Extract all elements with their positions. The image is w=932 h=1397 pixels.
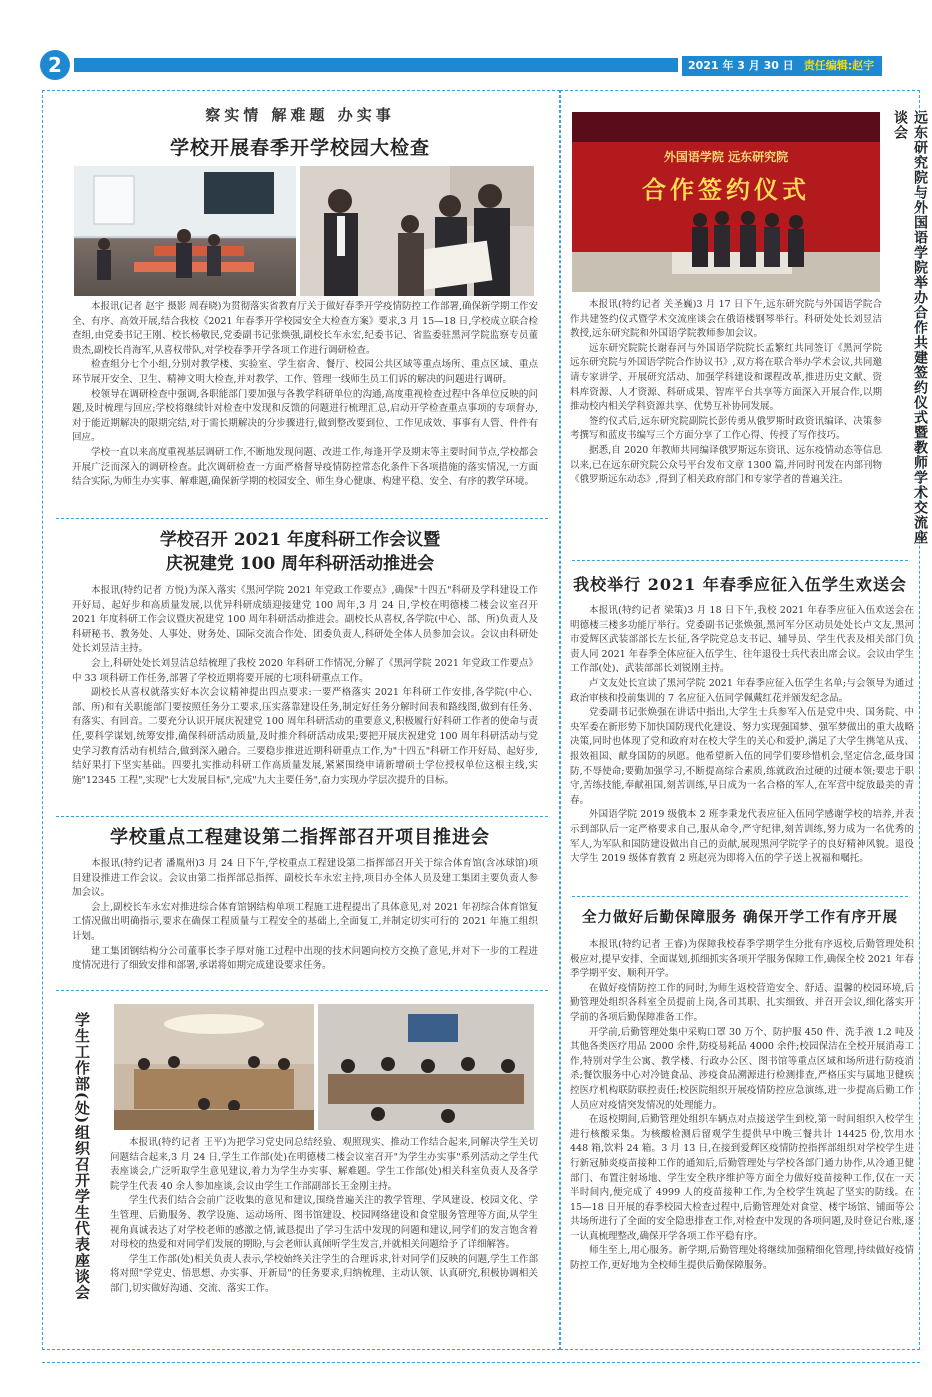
article2-paragraph: 本报讯(特约记者 方悦)为深入落实《黑河学院 2021 年党政工作要点》,确保"十四五"科研及学科建设工作开好局、起好步和高质量发展,以优异科研成绩迎接建党 100 周年,3 月 24 日,学校在明德楼二楼会议室召开 2021 年度科研工作会议暨庆祝建党 100 周年科研活动推进会。副校长从喜权,各学院(中心、部、所)负责人及科研秘书、教务处、人事处、财务处、国际交流合作处、团委负责人,科研处全体人员参加会议。会议由科研处处长刘昱洁主持。 (72, 585, 538, 655)
header-dateline (682, 56, 882, 76)
article3-paragraph: 建工集团钢结构分公司董事长李子厚对施工过程中出现的技术问题向校方交换了意见,并对下一步的工程进度情况进行了细致安排和部署,承诺将如期完成建设要求任务。 (72, 945, 538, 972)
article2-paragraph: 副校长从喜权就落实好本次会议精神提出四点要求:一要严格落实 2021 年科研工作安排,各学院(中心、部、所)和有关职能部门要按照任务分工要求,压实落靠建设任务,制定好任务分解时间表和路线图,做到有任务、有落实、有回音。二要充分认识开展庆祝建党 100 周年科研活动的重要意义,积极履行好科研工作者的使命与责任,要科学谋划,统筹安排,确保科研活动质量,及时推介科研活动成果;要把开展庆祝建党 100 周年科研活动与党史学习教育活动有机结合,做到深入融合。三要稳步推进近期科研重点工作,为"十四五"科研工作开好局、起好步,结好果打下坚实基础。四要扎实推动科研工作高质量发展,紧紧围绕申请新增硕士学位授权单位这根主线,实施"12345 工程",实现"七大发展目标",完成"九大主要任务",奋力实现办学层次提升的目标。 (72, 687, 538, 786)
leaders-inspection-photo (300, 166, 534, 296)
student-forum-photo-1 (114, 1004, 314, 1130)
article2-title (60, 528, 540, 576)
article1-paragraph: 检查组分七个小组,分别对教学楼、实验室、学生宿舍、餐厅、校园公共区域等重点场所、重点区域、重点环节展开安全、卫生、精神文明大检查,并对教学、工作、管理一线师生员工们诉的解决的问题进行调研。 (72, 359, 538, 385)
article5-paragraph: 本报讯(特约记者 关圣巍)3 月 17 日下午,远东研究院与外国语学院合作共建签约仪式暨学术交流座谈会在俄语楼钢琴举行。科研处处长刘昱洁教授,远东研究院和外国语学院教师参加会议。 (570, 299, 882, 340)
section-divider (56, 816, 548, 817)
responsible-editor: 责任编辑:赵宇 (803, 59, 875, 72)
article2-title-line2: 庆祝建党 100 周年科研活动推进会 (165, 554, 435, 574)
section-divider (56, 518, 548, 519)
article6-paragraph: 外国语学院 2019 级俄本 2 班李秉龙代表应征入伍同学感谢学校的培养,并表示到部队后一定严格要求自己,服从命令,严守纪律,刻苦训练,努力成为一名优秀的军人,为军队和国防建设做出自己的贡献,展现黑河学院学子的良好精神风貌。退役大学生 2019 级体育教育 2 班赵亮为即将入伍的学子送上祝福和嘱托。 (570, 809, 914, 865)
article1-paragraph: 学校一直以来高度重视基层调研工作,不断地发现问题、改进工作,每逢开学及期末等主要时间节点,学校都会开展广泛而深入的调研检查。此次调研检查一方面严格督导疫情防控常态化条件下各项措施的落实情况,一方面结合实际,为师生办实事、解难题,确保新学期的校园安全、师生身心健康、构建平稳、安全、有序的教学环境。 (72, 446, 538, 488)
article4-photo-left (114, 1004, 314, 1130)
section-divider (56, 990, 548, 991)
signing-ceremony-figures (572, 202, 880, 292)
article6-paragraph: 党委副书记张焕强在讲话中指出,大学生士兵参军入伍是党中央、国务院、中央军委在新形势下加快国防现代化建设、努力实现强国梦、强军梦做出的重大战略决策,同时也体现了党和政府对在校大学生的关心和爱护,满足了大学生携笔从戎、报效祖国、献身国防的夙愿。他希望新入伍的同学们要珍惜机会,坚定信念,砥身国防,不辱使命;要勤加强学习,不断提高综合素质,练就政治过硬的过硬本领;要忠于职守,苦练技能,奉献祖国,刻苦训练,早日成为一名合格的军人,在军营中绽放最美的青春。 (570, 707, 914, 806)
article6-paragraph: 卢文友处长宣读了黑河学院 2021 年春季应征入伍学生名单;与会领导为通过政治审核和投前集训的 7 名应征入伍同学佩戴红花并颁发纪念品。 (570, 677, 914, 704)
signing-banner-line1: 外国语学院 远东研究院 (663, 150, 789, 164)
section-divider (572, 560, 908, 561)
page-number: 2 (40, 50, 70, 80)
signing-banner-line2: 合作签约仪式 (642, 175, 810, 204)
article1-title: 学校开展春季开学校园大检查 (169, 137, 430, 159)
article4-paragraph: 学生工作部(处)相关负责人表示,学校始终关注学生的合理诉求,针对同学们反映的问题,学生工作部将对照"学党史、悟思想、办实事、开新局"的任务要求,归纳梳理、主动认领、认真研究,积极协调相关部门,切实做好沟通、交流、落实工作。 (110, 1253, 538, 1294)
article1-photo-left (74, 166, 296, 296)
article2-title-line1: 学校召开 2021 年度科研工作会议暨 (159, 530, 441, 550)
article5-title: 远东研究院与外国语学院举办合作共建签约仪式暨教师学术交流座谈会 (892, 110, 928, 545)
header-bar (74, 58, 678, 72)
article4-photo-right (318, 1004, 534, 1130)
article6-paragraph: 本报讯(特约记者 梁策)3 月 18 日下午,我校 2021 年春季应征入伍欢送会在明德楼三楼多功能厅举行。党委副书记张焕强,黑河军分区动员处处长卢文友,黑河市爱辉区武装部部长左长征,各学院党总支书记、辅导员、学生代表及相关部门负责人同 2021 年春季全体应征入伍学生、往年退役士兵代表出席会议。会议由学生工作部(处)、武装部部长刘锐刚主持。 (570, 605, 914, 675)
article7-title: 全力做好后勤保障服务 确保开学工作有序开展 (581, 909, 899, 926)
article1-body (72, 300, 538, 508)
article1-kicker: 察实情 解难题 办实事 (205, 106, 395, 124)
article7-paragraph: 本报讯(特约记者 王睿)为保障我校春季学期学生分批有序返校,后勤管理处积极应对,提早安排、全面谋划,抓细抓实各项开学服务保障工作,确保全校 2021 年春季学期平安、顺利开学。 (570, 939, 914, 980)
article1-paragraph: 校领导在调研检查中强调,各职能部门要加强与各教学科研单位的沟通,高度重视检查过程中各单位反映的问题,及时梳理与回应;学校将继续针对检查中发现和反馈的问题进行梳理汇总,启动开学检查重点事项的专项督办,对于能近期解决的限期完结,对于需长期解决的分步骤进行,做到整改要到位、工作见成效、事事有人管、件件有回应。 (72, 388, 538, 444)
classroom-inspection-photo (74, 166, 296, 296)
article4-title: 学生工作部(处)组织召开学生代表座谈会 (73, 1012, 91, 1301)
article4-paragraph: 本报讯(特约记者 王平)为把学习党史同总结经验、观照现实、推动工作结合起来,同解决学生关切问题结合起来,3 月 24 日,学生工作部(处)在明德楼二楼会议室召开"为学生办实事"系列活动之学生代表座谈会,广泛听取学生意见建议,着力为学生办实事、解难题。学生工作部(处)相关科室负责人及各学院学生代表 40 余人参加座谈,会议由学生工作部副部长王金刚主持。 (110, 1137, 538, 1192)
article5-paragraph: 据悉,自 2020 年教师共同编译俄罗斯远东资讯、远东疫情动态等信息以来,已在远东研究院公众号平台发布文章 1300 篇,并同时刊发在内部刊物《俄罗斯远东动态》,得到了相关政府部门和专家学者的普遍关注。 (570, 444, 882, 486)
article7-paragraph: 在返校期间,后勤管理处组织车辆点对点接送学生到校,第一时间组织入校学生进行核酸采集。为核酸检测后留观学生提供早中晚三餐共计 14425 份,饮用水 448 箱,饮料 24 箱。3 月 13 日,在接到爱辉区疫情防控指挥部组织对学校学生进行新冠肺炎疫苗接种工作的通知后,后勤管理处与学校各部门通力协作,从冷通卫健部门、布置注射场地、学生安全秩序维护等方面全力做好疫苗接种工作,仅在一天半时间内,便完成了 4999 人的疫苗接种工作,为全校学生筑起了坚实的防线。在 15—18 日开展的春季校园大检查过程中,后勤管理处对食堂、楼宇场馆、铺面等公共场所进行了全面的安全隐患排查工作,对检查中发现的各项问题,及时登记台账,逐一认真梳理整改,确保开学各项工作平稳有序。 (570, 1114, 914, 1242)
article2-body (72, 584, 538, 810)
article3-title: 学校重点工程建设第二指挥部召开项目推进会 (110, 827, 490, 848)
article7-body (570, 938, 914, 1336)
article3-paragraph: 会上,副校长车永宏对推进综合体育馆钢结构单项工程施工进程提出了具体意见,对 2021 年初综合体育馆复工情况做出明确指示,要求在确保工程质量与工程安全的基础上,全面复工,并制定切实可行的 2021 年施工组织计划。 (72, 901, 538, 942)
issue-date: 2021 年 3 月 30 日 (688, 59, 794, 72)
article5-paragraph: 签约仪式后,远东研究院副院长彭传勇从俄罗斯时政资讯编译、决策参考撰写和蓝皮书编写三个方面分享了工作心得、传授了写作技巧。 (570, 415, 882, 442)
article6-body (570, 604, 914, 886)
student-forum-photo-2 (318, 1004, 534, 1130)
footer-divider (42, 1362, 920, 1363)
article5-photo (572, 112, 880, 292)
article2-paragraph: 会上,科研处处长刘昱洁总结梳理了我校 2020 年科研工作情况,分解了《黑河学院 2021 年党政工作要点》中 33 项科研工作任务,部署了学校近期将要开展的七项科研重点工作。 (72, 657, 538, 684)
article1-paragraph: 本报讯(记者 赵宇 摄影 周春晓)为贯彻落实省教育厅关于做好春季开学疫情防控工作部署,确保新学期工作安全、有序、高效开展,结合我校《2021 年春季开学校园安全大检查方案》要求,3 月 15—18 日,学校成立联合检查组,由党委书记王刚、校长杨敬民,党委副书记张焕强,副校长车永宏,纪委书记、省监委驻黑河学院监察专员董贵杰,副校长肖海军,从喜权带队,对学校春季开学各项工作进行调研检查。 (72, 301, 538, 356)
article5-body (570, 298, 882, 550)
article4-body (110, 1136, 538, 1332)
article1-photo-right (300, 166, 534, 296)
article3-body (72, 857, 538, 981)
section-divider (572, 896, 908, 897)
article6-title: 我校举行 2021 年春季应征入伍学生欢送会 (573, 575, 907, 594)
article4-paragraph: 学生代表们结合会前广泛收集的意见和建议,围绕普遍关注的教学管理、学风建设、校园文化、学生管理、后勤服务、教学设施、运动场所、图书馆建设、校园网络建设和食堂服务管理等方面,从学生视角真诚表达了对学校老师的感激之情,诚恳提出了学习生活中发现的问题和建议,同学们的发言饱含着对母校的热爱和对同学们发展的期盼,与会老师认真倾听学生发言,并就相关问题给予了详细解答。 (110, 1195, 538, 1251)
article5-paragraph: 远东研究院院长谢春河与外国语学院院长孟繁红共同签订《黑河学院远东研究院与外国语学院合作协议书》,双方将在联合举办学术会议,共同邀请专家讲学、开展研究活动、加强学科建设和课程改革,推进历史文献、资料库资源、人才资源、科研成果、智库平台共享等方面深入开展合作,以期推动校内相关学科资源共享、优势互补协同发展。 (570, 342, 882, 413)
article7-paragraph: 开学前,后勤管理处集中采购口罩 30 万个、防护服 450 件、洗手液 1.2 吨及其他各类医疗用品 2000 余件,防疫易耗品 4000 余件;校园保洁在全校开展消毒工作,特别对学生公寓、教学楼、行政办公区、图书馆等重点区域和场所进行防疫消杀;餐饮服务中心对冷链食品、涉疫食品溯源进行检测排查,严格压实与属地卫健疾控医疗机构联防联控责任;校医院组织开展疫情防控应急演练,进一步提高后勤工作人员应对疫情突发情况的处理能力。 (570, 1026, 914, 1111)
article3-paragraph: 本报讯(特约记者 潘胤州)3 月 24 日下午,学校重点工程建设第二指挥部召开关于综合体育馆(含冰球馆)项目建设推进工作会议。会议由第二指挥部总指挥、副校长车永宏主持,项目办全体人员及建工集团主要负责人参加会议。 (72, 858, 538, 899)
article7-paragraph: 在做好疫情防控工作的同时,为师生返校营造安全、舒适、温馨的校园环境,后勤管理处组织各科室全员提前上岗,各司其职、扎实细致、并召开会议,细化落实开学前的各项后勤保障准备工作。 (570, 982, 914, 1023)
article7-paragraph: 师生至上,用心服务。新学期,后勤管理处将继续加强精细化管理,持续做好疫情防控工作,更好地为全校师生提供后勤保障服务。 (570, 1245, 914, 1272)
